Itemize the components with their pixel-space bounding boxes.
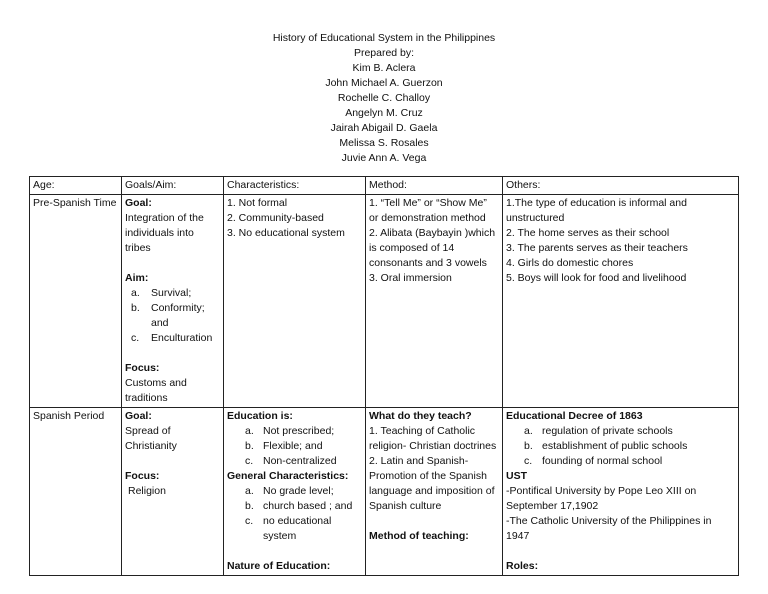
list-item: 1. “Tell Me” or “Show Me” or demonstration method [369,197,487,224]
column-header-age: Age: [30,177,122,195]
author-name: Melissa S. Rosales [339,137,429,149]
list-item: 1.The type of education is informal and unstructured [506,197,687,224]
table-row-pre-spanish [30,195,739,408]
list-item: b. establishment of public schools [506,439,735,454]
others-cell [503,408,739,576]
document-title: History of Educational System in the Philippines [272,32,496,44]
goal-text: Spread of Christianity [125,425,177,452]
list-item: 2. Community-based [227,212,324,224]
focus-text: Customs and traditions [125,377,187,404]
author-name: Juvie Ann A. Vega [341,152,427,164]
author-name: Angelyn M. Cruz [345,107,423,119]
method-cell [366,408,503,576]
others-cell [503,195,739,408]
document-header [0,31,768,166]
general-characteristics-list [227,484,362,544]
author-name: Jairah Abigail D. Gaela [330,122,438,134]
goals-cell [122,195,224,408]
column-header-goals: Goals/Aim: [122,177,224,195]
list-item: 3. No educational system [227,227,345,239]
aim-label: Aim: [125,272,149,284]
column-header-method: Method: [366,177,503,195]
method-cell [366,195,503,408]
aim-list [125,286,220,346]
list-item: a. Not prescribed; [227,424,362,439]
list-item: c. Non-centralized [227,454,362,469]
focus-label: Focus: [125,470,160,482]
decree-list [506,424,735,469]
general-characteristics-label: General Characteristics: [227,470,349,482]
list-item: a. No grade level; [227,484,362,499]
list-item: b. Conformity; and [125,301,220,331]
list-item: 1. Teaching of Catholic religion- Christian doctrines [369,425,497,452]
nature-of-education-label: Nature of Education: [227,560,331,572]
column-header-others: Others: [503,177,739,195]
column-header-characteristics: Characteristics: [224,177,366,195]
list-item: 1. Not formal [227,197,288,209]
goal-label: Goal: [125,197,152,209]
what-they-teach-label: What do they teach? [369,410,472,422]
list-item: c. founding of normal school [506,454,735,469]
characteristics-cell [224,195,366,408]
table-row-spanish [30,408,739,576]
list-item: c. Enculturation [125,331,220,346]
ust-line: -The Catholic University of the Philippines in 1947 [506,515,712,542]
focus-label: Focus: [125,362,160,374]
history-table [29,176,739,576]
list-item: 5. Boys will look for food and livelihood [506,272,687,284]
author-name: John Michael A. Guerzon [325,77,443,89]
method-of-teaching-label: Method of teaching: [369,530,469,542]
age-cell: Spanish Period [30,408,122,576]
characteristics-cell [224,408,366,576]
goal-label: Goal: [125,410,152,422]
focus-text: Religion [128,485,166,497]
list-item: 2. The home serves as their school [506,227,670,239]
list-item: a. Survival; [125,286,220,301]
ust-label: UST [506,470,527,482]
goals-cell [122,408,224,576]
education-label: Education is: [227,410,293,422]
ust-line: -Pontifical University by Pope Leo XIII on September 17,1902 [506,485,697,512]
list-item: 3. The parents serves as their teachers [506,242,688,254]
roles-label: Roles: [506,560,539,572]
goal-text: Integration of the individuals into tribes [125,212,204,254]
prepared-by-label: Prepared by: [353,47,415,59]
table-header-row [30,177,739,195]
decree-label: Educational Decree of 1863 [506,410,643,422]
list-item: a. regulation of private schools [506,424,735,439]
author-name: Kim B. Aclera [352,62,416,74]
age-cell: Pre-Spanish Time [30,195,122,408]
list-item: c. no educational system [227,514,362,544]
author-name: Rochelle C. Challoy [337,92,431,104]
list-item: 3. Oral immersion [369,272,452,284]
list-item: b. Flexible; and [227,439,362,454]
list-item: 4. Girls do domestic chores [506,257,634,269]
education-list [227,424,362,469]
list-item: b. church based ; and [227,499,362,514]
list-item: 2. Alibata (Baybayin )which is composed of 14 consonants and 3 vowels [369,227,496,269]
list-item: 2. Latin and Spanish- Promotion of the Spanish language and imposition of Spanish culture [369,455,495,512]
